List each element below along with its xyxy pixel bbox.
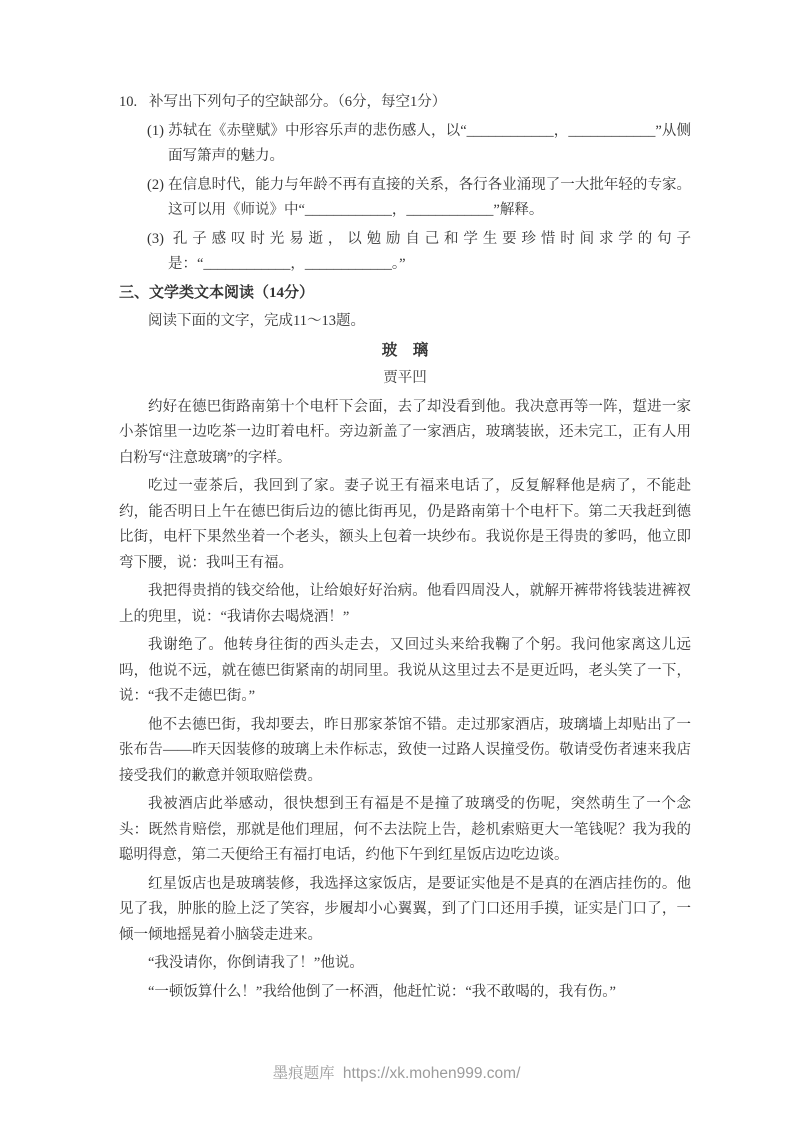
question-10-number: 10.: [119, 94, 138, 110]
footer-site-name: 墨痕题库: [272, 1065, 335, 1082]
watermark-footer: [0, 1063, 793, 1085]
sub-question-1-text: 苏轼在《赤壁赋》中形容乐声的悲伤感人，以“____________，____________”从侧面写箫声的魅力。: [168, 122, 691, 164]
sub-question-3: [147, 227, 691, 278]
sub-question-3-text: 孔子感叹时光易逝，以勉励自己和学生要珍惜时间求学的句子是：“____________，____________。”: [168, 230, 691, 272]
sub-question-1-number: (1): [147, 122, 164, 139]
passage-paragraph-6: 我被酒店此举感动，很快想到王有福是不是撞了玻璃受的伤呢，突然萌生了一个念头：既然肯赔偿，那就是他们理屈，何不去法院上告，趁机索赔更大一笔钱呢？我为我的聪明得意，第二天便给王有福打电话，约他下午到红星饭店边吃边谈。: [119, 796, 691, 863]
passage-paragraph-9: “一顿饭算什么！”我给他倒了一杯酒，他赶忙说：“我不敢喝的，我有伤。”: [148, 983, 616, 1000]
passage-author: 贾平凹: [383, 370, 427, 386]
sub-question-3-number: (3): [147, 230, 164, 247]
passage-paragraph-2: 吃过一壶茶后，我回到了家。妻子说王有福来电话了，反复解释他是病了，不能赴约，能否明日上午在德巴街后边的德比街再见，仍是路南第十个电杆下。第二天我赶到德比街，电杆下果然坐着一个老头，额头上包着一块纱布。我说你是王得贵的爹吗，他立即弯下腰，说：我叫王有福。: [119, 478, 691, 571]
sub-question-1: [147, 119, 691, 170]
exam-content: [119, 90, 691, 1008]
passage-paragraph-7: 红星饭店也是玻璃装修，我选择这家饭店，是要证实他是不是真的在酒店挂伤的。他见了我，肿胀的脸上泛了笑容，步履却小心翼翼，到了门口还用手摸，证实是门口了，一倾一倾地摇晃着小脑袋走进来。: [119, 875, 691, 943]
sub-question-2-text: 在信息时代，能力与年龄不再有直接的关系，各行各业涌现了一大批年轻的专家。这可以用《师说》中“____________，____________”解释。: [168, 176, 691, 218]
sub-question-2: [147, 173, 691, 224]
question-10-stem: [119, 90, 691, 116]
section-three-heading: 三、文学类文本阅读（14分）: [119, 284, 315, 301]
sub-question-2-number: (2): [147, 176, 164, 193]
passage-paragraph-4: 我谢绝了。他转身往街的西头走去，又回过头来给我鞠了个躬。我问他家离这儿远吗，他说不远，就在德巴街紧南的胡同里。我说从这里过去不是更近吗，老头笑了一下，说：“我不走德巴街。”: [119, 637, 691, 704]
passage-paragraph-3: 我把得贵捎的钱交给他，让给娘好好治病。他看四周没人，就解开裤带将钱装进裤衩上的兜里，说：“我请你去喝烧酒！”: [119, 583, 691, 625]
reading-instruction: 阅读下面的文字，完成11～13题。: [148, 313, 365, 329]
passage-paragraph-8: “我没请你，你倒请我了！”他说。: [148, 955, 364, 971]
passage-paragraph-5: 他不去德巴街，我却要去，昨日那家茶馆不错。走过那家酒店，玻璃墙上却贴出了一张布告——昨天因装修的玻璃上未作标志，致使一过路人误撞受伤。敬请受伤者速来我店接受我们的歉意并领取赔偿费。: [119, 716, 691, 784]
passage-title: 玻 璃: [381, 341, 429, 359]
footer-site-url: https://xk.mohen999.com/: [342, 1065, 521, 1082]
passage-paragraph-1: 约好在德巴街路南第十个电杆下会面，去了却没看到他。我决意再等一阵，踅进一家小茶馆里一边吃茶一边盯着电杆。旁边新盖了一家酒店，玻璃装嵌，还未完工，正有人用白粉写“注意玻璃”的字样。: [119, 398, 691, 466]
question-10-stem-text: 补写出下列句子的空缺部分。（6分，每空1分）: [149, 94, 447, 110]
